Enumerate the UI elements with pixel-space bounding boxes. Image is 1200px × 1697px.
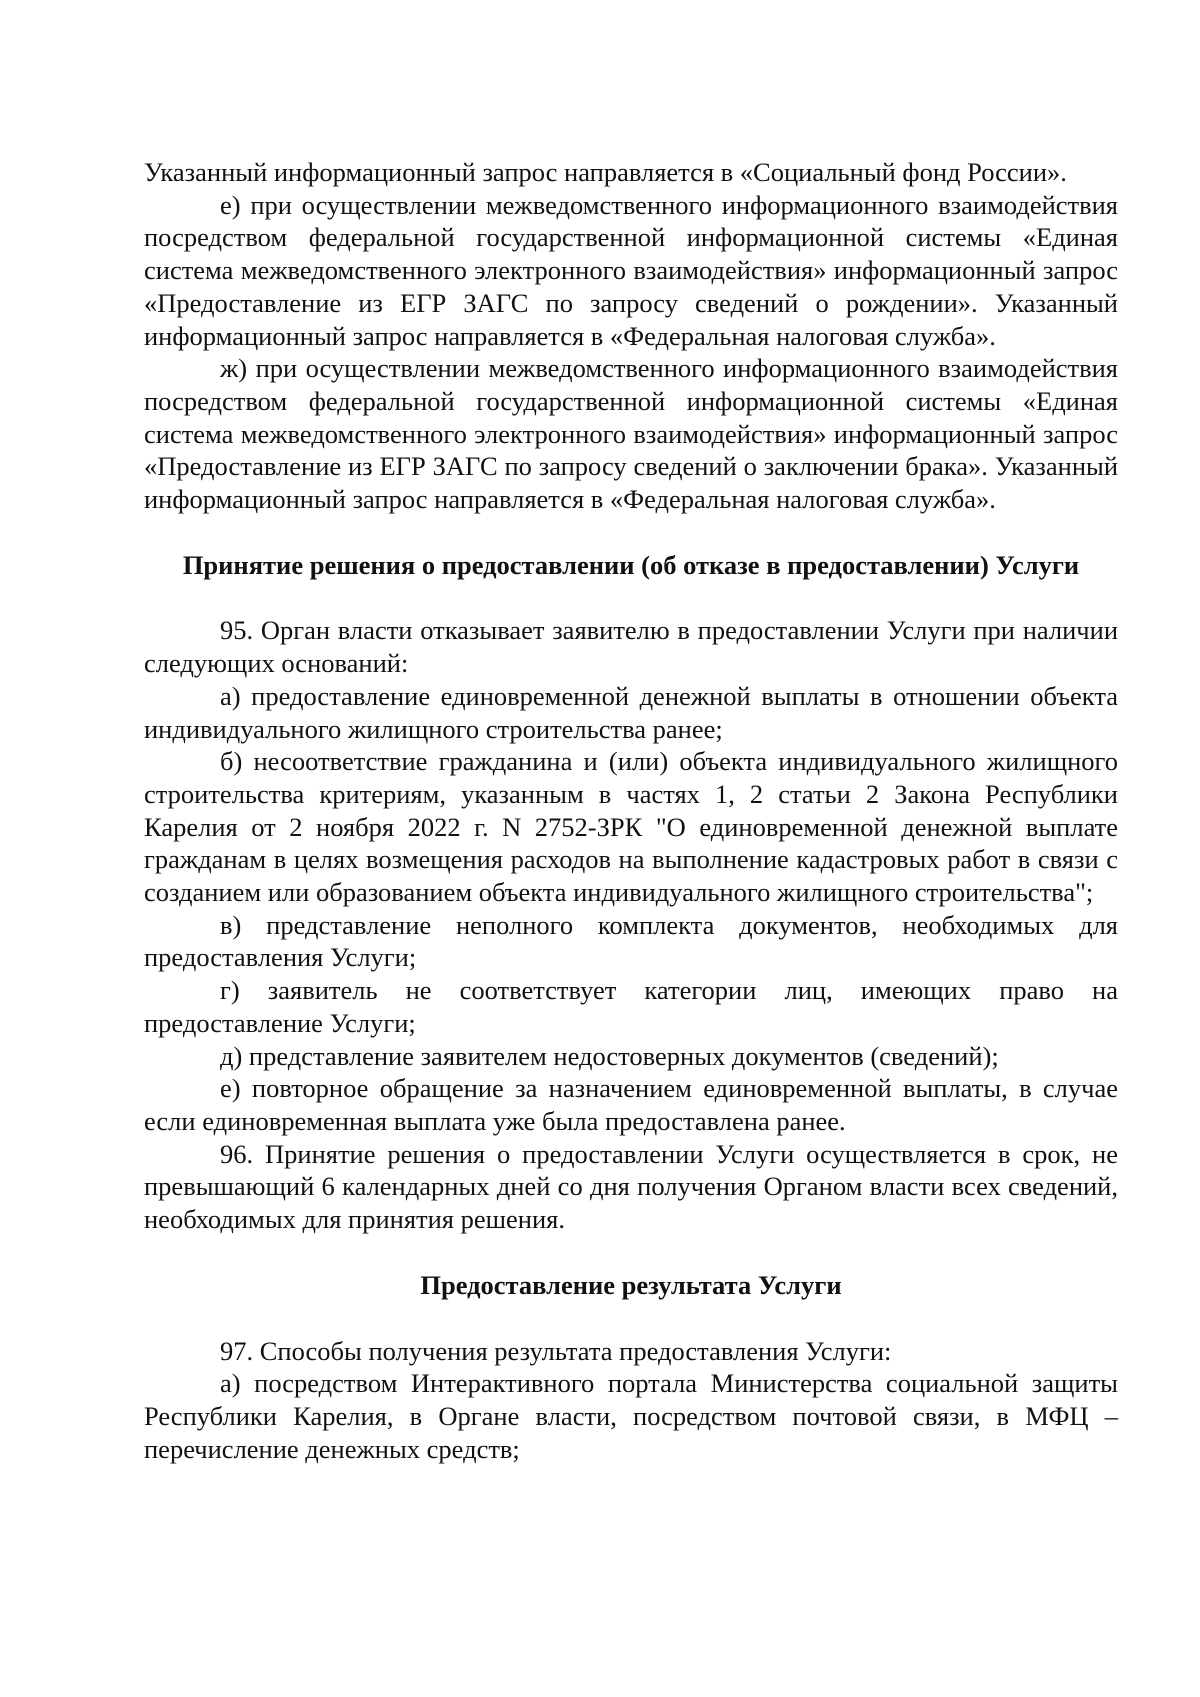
paragraph-95-item-a: а) предоставление единовременной денежной выплаты в отношении объекта индивидуального жилищного строительства ранее; (144, 680, 1118, 744)
section-heading-decision: Принятие решения о предоставлении (об отказе в предоставлении) Услуги (182, 549, 1080, 580)
paragraph-97-item-a: а) посредством Интерактивного портала Министерства социальной защиты Республики Карелия, в Органе власти, посредством почтовой связи, в МФЦ – перечисление денежных средств; (144, 1368, 1118, 1464)
paragraph-95-item-d: д) представление заявителем недостоверных документов (сведений); (220, 1040, 999, 1071)
paragraph-item-e-birth-request: е) при осуществлении межведомственного информационного взаимодействия посредством федеральной государственной информационной системы «Единая система межведомственного электронного взаимодействия» информационный запрос «Предоставление из ЕГР ЗАГС по запросу сведений о рождении». Указанный информационный запрос направляется в «Федеральная налоговая служба». (144, 189, 1118, 351)
paragraph-95-item-v: в) представление неполного комплекта документов, необходимых для предоставления Услуги; (144, 909, 1118, 973)
paragraph-95-item-b: б) несоответствие гражданина и (или) объекта индивидуального жилищного строительства критериям, указанным в частях 1, 2 статьи 2 Закона Республики Карелия от 2 ноября 2022 г. N 2752-ЗРК "О единовременной денежной выплате гражданам в целях возмещения расходов на выполнение кадастровых работ в связи с созданием или образованием объекта индивидуального жилищного строительства"; (144, 746, 1118, 908)
paragraph-item-zh-marriage-request: ж) при осуществлении межведомственного информационного взаимодействия посредством федеральной государственной информационной системы «Единая система межведомственного электронного взаимодействия» информационный запрос «Предоставление из ЕГР ЗАГС по запросу сведений о заключении брака». Указанный информационный запрос направляется в «Федеральная налоговая служба». (144, 353, 1118, 515)
paragraph-97-result-methods: 97. Способы получения результата предоставления Услуги: (220, 1335, 892, 1366)
paragraph-95-item-g: г) заявитель не соответствует категории лиц, имеющих право на предоставление Услуги; (144, 975, 1118, 1038)
paragraph-95-item-e: е) повторное обращение за назначением единовременной выплаты, в случае если единовременная выплата уже была предоставлена ранее. (144, 1073, 1118, 1136)
section-heading-result: Предоставление результата Услуги (420, 1269, 842, 1300)
paragraph-96-decision-deadline: 96. Принятие решения о предоставлении Услуги осуществляется в срок, не превышающий 6 календарных дней со дня получения Органом власти всех сведений, необходимых для принятия решения. (144, 1138, 1118, 1235)
paragraph-info-request-social-fund: Указанный информационный запрос направляется в «Социальный фонд России». (144, 157, 1067, 187)
document-page (144, 156, 1118, 1465)
paragraph-95-refusal-grounds: 95. Орган власти отказывает заявителю в предоставлении Услуги при наличии следующих оснований: (144, 615, 1118, 679)
